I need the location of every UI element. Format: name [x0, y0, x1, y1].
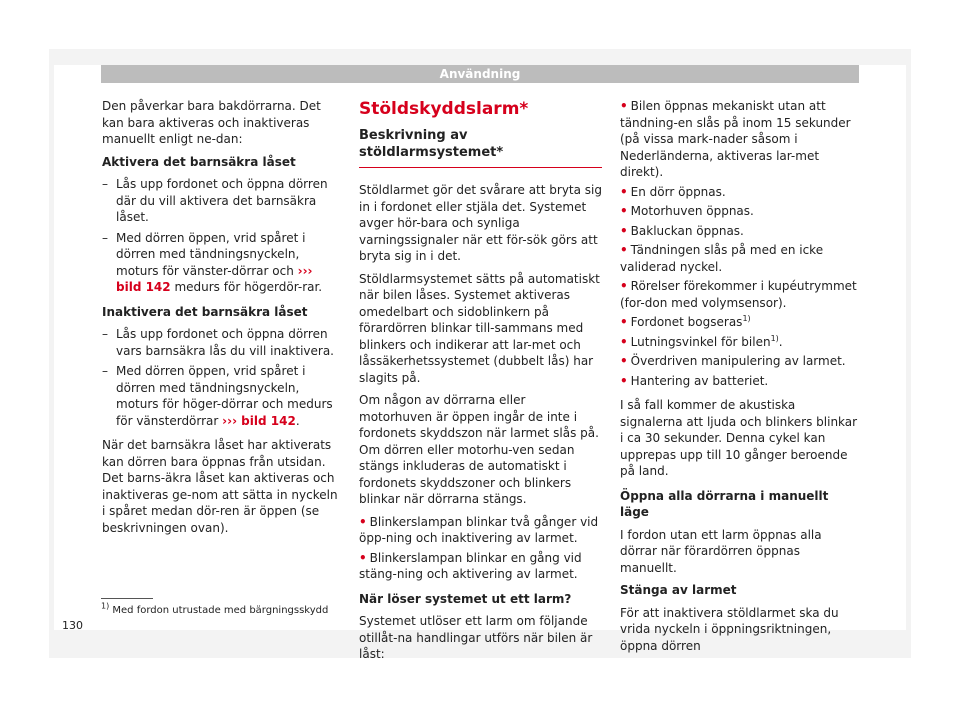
column-middle — [359, 98, 602, 669]
paragraph: Om någon av dörrarna eller motorhuven är öppen ingår de inte i fordonets skyddszon när larmet slås på. Om dörren eller motorhu-ven sedan stängs inkluderas de automatiskt i fordonets skyddszoner och blinkers blinkar när dörrarna stängs. — [359, 393, 599, 506]
paragraph: För att inaktivera stöldlarmet ska du vrida nyckeln i öppningsriktningen, öppna dörren — [620, 605, 839, 653]
list-item: • Lutningsvinkel för bilen$^{1)}$. — [620, 333, 783, 349]
column-right — [620, 98, 860, 660]
when-heading: När löser systemet ut ett larm? — [359, 591, 572, 606]
list-item: • Blinkerslampan blinkar en gång vid stäng-ning och aktivering av larmet. — [359, 550, 582, 581]
section-subtitle: Beskrivning av stöldlarmsystemet* — [359, 128, 602, 168]
list-item: • Bakluckan öppnas. — [620, 223, 744, 238]
activate-heading: Aktivera det barnsäkra låset — [102, 154, 296, 169]
list-item: • Motorhuven öppnas. — [620, 204, 754, 218]
list-item: • Fordonet bogseras$^{1)}$ — [620, 314, 751, 329]
open-heading: Öppna alla dörrarna i manuellt läge — [620, 488, 829, 519]
footnote-marker: 1) — [742, 314, 751, 323]
list-item: – Med dörren öppen, vrid spåret i dörren med tändningsnyckeln, moturs för vänster-dörrar och ››› bild 142 medurs för högerdör-rar. — [102, 230, 323, 294]
paragraph: I fordon utan ett larm öppnas alla dörrar när förardörren öppnas manuellt. — [620, 527, 822, 575]
list-item: – Lås upp fordonet och öppna dörren där du vill aktivera det barnsäkra låset. — [102, 177, 328, 224]
footnote-divider — [101, 598, 153, 599]
figure-link[interactable]: ››› bild 142 — [116, 263, 313, 294]
deactivate-heading: Inaktivera det barnsäkra låset — [102, 304, 308, 319]
list-item: – Lås upp fordonet och öppna dörren vars barnsäkra lås du vill inaktivera. — [102, 327, 334, 358]
off-heading: Stänga av larmet — [620, 583, 737, 597]
list-item: • En dörr öppnas. — [620, 184, 726, 199]
list-item: • Rörelser förekommer i kupéutrymmet (for-don med volymsensor). — [620, 279, 857, 310]
paragraph: Stöldlarmsystemet sätts på automatiskt när bilen låses. Systemet aktiveras omedelbart och sidoblinkern på förardörren blinkar till-sammans med blinkers och indikerar att lar-met och låssäkerhetssystemet (dubbelt lås) har slagits på. — [359, 271, 600, 385]
paragraph: I så fall kommer de akustiska signalerna att ljuda och blinkers blinkar i ca 30 sekunder. Denna cykel kan upprepas upp till 10 gånger beroende på land. — [620, 398, 858, 478]
list-item: • Hantering av batteriet. — [620, 373, 769, 388]
list-item: • Bilen öppnas mekaniskt utan att tändning-en slås på inom 15 sekunder (på vissa mark-nader såsom i Nederländerna, aktiveras lar-met direkt). — [620, 99, 851, 179]
footnote: $^{1)}$ Med fordon utrustade med bärgningsskydd — [101, 601, 329, 616]
list-item: – Med dörren öppen, vrid spåret i dörren med tändningsnyckeln, moturs för höger-dörrar och medurs för vänsterdörrar ››› bild 142. — [102, 364, 333, 428]
list-item: • Överdriven manipulering av larmet. — [620, 354, 846, 368]
column-left — [102, 98, 338, 542]
section-header: Användning — [101, 65, 859, 83]
figure-link[interactable]: ››› bild 142 — [222, 413, 296, 428]
paragraph: Stöldlarmet gör det svårare att bryta sig in i fordonet eller stjäla det. Systemet avger hör-bara och synliga varningssignaler när ett för-sök görs att bryta sig in i det. — [359, 183, 603, 263]
intro-paragraph: Den påverkar bara bakdörrarna. Det kan bara aktiveras och inaktiveras manuellt enligt ne-dan: — [102, 99, 321, 146]
list-item: • Blinkerslampan blinkar två gånger vid öpp-ning och inaktivering av larmet. — [359, 514, 599, 545]
footnote-marker: 1) — [770, 333, 779, 343]
outro-paragraph: När det barnsäkra låset har aktiverats kan dörren bara öppnas från utsidan. Det barns-äkra låset kan aktiveras och inaktiveras ge-nom att sätta in nyckeln i spåret medan dör-ren är öppen (se beskrivningen ovan). — [102, 438, 338, 535]
list-item: • Tändningen slås på med en icke validerad nyckel. — [620, 243, 824, 274]
section-title: Stöldskyddslarm* — [359, 99, 529, 119]
page-number: 130 — [62, 619, 83, 632]
paragraph: Systemet utlöser ett larm om följande otillåt-na handlingar utförs när bilen är låst: — [359, 614, 593, 661]
